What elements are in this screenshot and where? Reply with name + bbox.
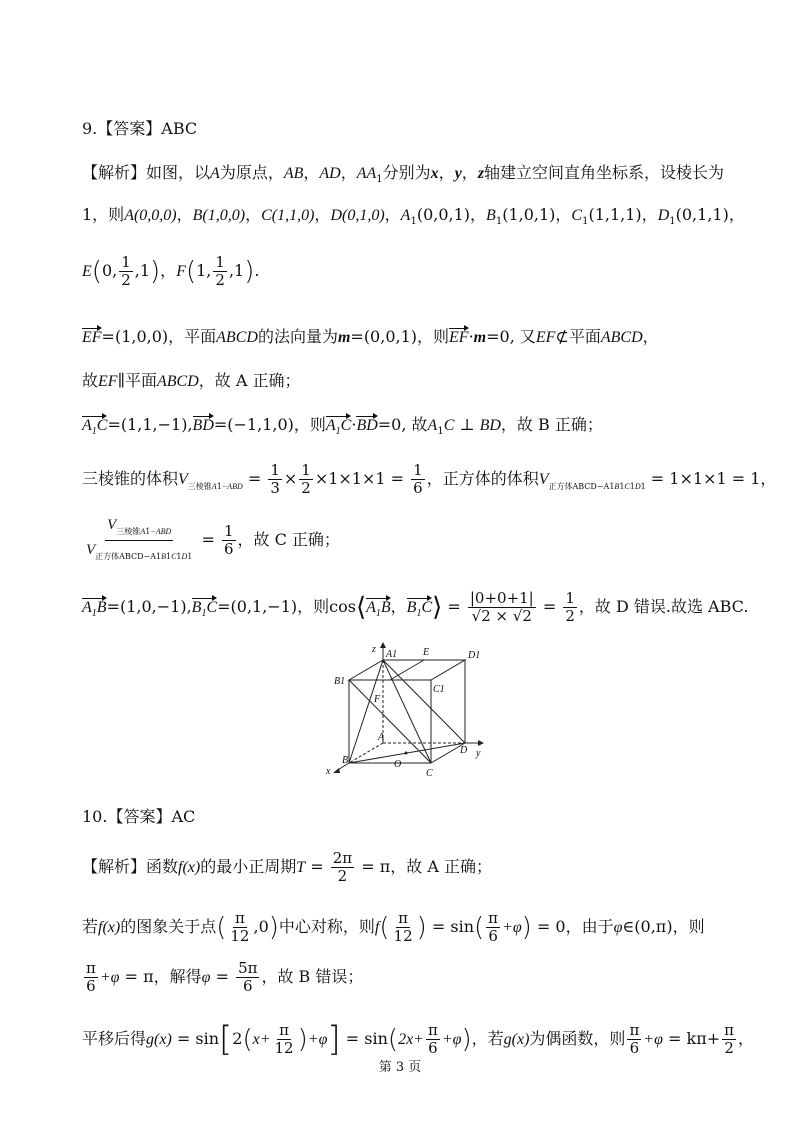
label-D: D (460, 745, 468, 756)
label-D1: D1 (468, 650, 481, 661)
cube-diag-B1C (349, 680, 431, 763)
analysis-label: 【解析】 (82, 857, 147, 876)
z-axis-arrow (380, 642, 386, 648)
page-footer: 第 3 页 (378, 1060, 422, 1075)
label-B: B (342, 755, 349, 766)
label-C1: C1 (433, 684, 445, 695)
point-O (405, 752, 408, 755)
q9-analysis-line-9: $A_1B=(1,0,-1),B_1C=(0,1,-1)$，则$\cos⟨A_1B$，$B_1C⟩$ = $\frac{|0+0+1|}{√2 \times √2}$ = $\frac{1}{2}$ ，故 D 错误.故选 ABC. (82, 589, 749, 625)
q10-analysis-line-1: 【解析】函数f(x)的最小正周期T = $\frac{2\pi}{2}$ = π，故 A 正确； (82, 849, 492, 885)
label-x: x (326, 766, 331, 777)
q10-analysis-line-4: 平移后得g(x) = sin[2(x+ $\frac{\pi}{12}$ )+φ] = sin(2x+ $\frac{\pi}{6}$ +φ)，若g(x)为偶函数，则 $\frac{\pi}{6}$ +φ = kπ+ $\frac{\pi}{2}$ ， (82, 1019, 755, 1060)
label-C: C (426, 768, 433, 779)
q10-analysis-line-2: 若f(x)的图象关于点( $\frac{\pi}{12}$ ,0)中心对称，则f( $\frac{\pi}{12}$ ) = sin( $\frac{\pi}{6}$ +φ) = 0，由于φ∈(0,π)，则 (82, 909, 705, 945)
cube-figure (320, 640, 490, 790)
q10-answer-line: 10.【答案】AC (82, 807, 196, 826)
q9-analysis-line-5: 故EF∥平面ABCD，故 A 正确； (82, 371, 301, 390)
label-B1: B1 (334, 676, 346, 687)
label-E: E (423, 647, 430, 658)
label-A: A (378, 732, 385, 743)
q9-answer-line: 9.【答案】ABC (82, 119, 198, 138)
q9-analysis-line-8: $\frac{V_{三棱锥A1-ABD}}{V_{正方体ABCD-A1B1C1D1}}$ = $\frac{1}{6}$ ，故 C 正确； (86, 517, 340, 561)
label-z: z (372, 644, 376, 655)
cube-diag-A1D (383, 660, 465, 743)
q9-analysis-line-3: E(0, $\frac{1}{2}$ ,1)，F(1, $\frac{1}{2}$ ,1). (82, 253, 260, 289)
label-y: y (476, 748, 481, 759)
q9-analysis-line-6: $A_1C=(1,1,-1),BD=(-1,1,0)$，则$A_1C\cdot BD=0$, 故$A_1C$ ⊥ BD，故 B 正确； (82, 414, 603, 443)
q10-analysis-line-3: $\frac{\pi}{6}$ +φ = π，解得φ = $\frac{5\pi}{6}$ ，故 B 错误； (86, 959, 364, 995)
y-axis-arrow (478, 740, 484, 746)
label-A1: A1 (386, 649, 398, 660)
q9-analysis-line-4: EF=(1,0,0)，平面ABCD的法向量为m=(0,0,1)，则EF·m=0, 又EF⊄平面ABCD， (82, 326, 659, 349)
label-F: F (374, 694, 381, 705)
label-O: O (394, 759, 402, 770)
x-axis-arrow (333, 768, 340, 773)
cube-diag-A1B (349, 660, 383, 763)
q9-analysis-line-7: 三棱锥的体积$V_{三棱锥A1-ABD}$ = $\frac{1}{3}$ × $\frac{1}{2}$ ×1×1×1 = $\frac{1}{6}$ ，正方体的体积$V_{正方体ABCD-A1B1C1D1} = 1\times 1\times 1 = 1$， (82, 461, 777, 497)
cube-line-EF (390, 660, 424, 680)
analysis-label: 【解析】 (82, 163, 147, 182)
q9-analysis-line-1: 【解析】如图，以A为原点，AB，AD，$AA_1$分别为x，y，z轴建立空间直角坐标系，设棱长为 (82, 163, 725, 185)
q9-analysis-line-2: 1，则A(0,0,0)，B(1,0,0)，C(1,1,0)，D(0,1,0)，$A_1(0,0,1)$，$B_1(1,0,1)$，$C_1(1,1,1)$，$D_1(0,1,1)$， (82, 205, 745, 227)
cube-diag-A1C (383, 660, 431, 763)
